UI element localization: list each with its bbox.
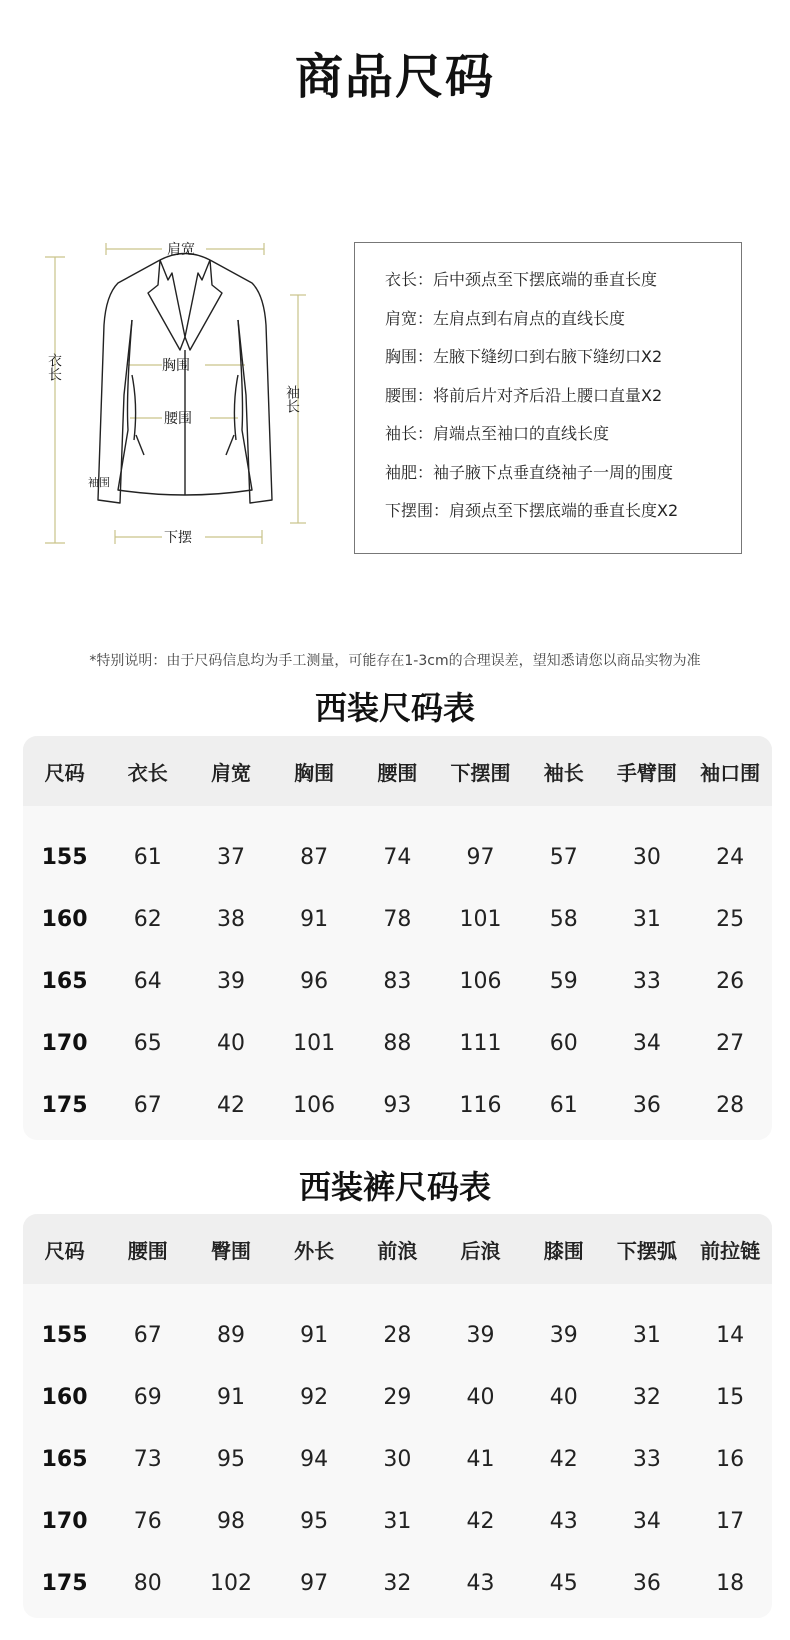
- desc-row: 腰围：将前后片对齐后沿上腰口直量X2: [385, 385, 663, 405]
- value-cell: 95: [300, 1508, 329, 1534]
- table-header-row: [23, 1214, 772, 1284]
- value-cell: 43: [466, 1570, 495, 1596]
- value-cell: 67: [133, 1322, 162, 1348]
- header-cell: 膝围: [543, 1238, 584, 1263]
- header-cell: 手臂围: [616, 760, 677, 785]
- value-cell: 40: [216, 1030, 245, 1056]
- jacket-diagram: [40, 225, 320, 570]
- label-hem: 下摆: [164, 530, 192, 546]
- value-cell: 36: [632, 1092, 661, 1118]
- value-cell: 98: [216, 1508, 245, 1534]
- value-cell: 95: [216, 1446, 245, 1472]
- value-cell: 69: [133, 1384, 162, 1410]
- value-cell: 57: [549, 844, 578, 870]
- table-row: [23, 1012, 772, 1074]
- desc-row: 肩宽：左肩点到右肩点的直线长度: [385, 308, 626, 328]
- size-cell: 160: [41, 906, 88, 932]
- value-cell: 28: [383, 1322, 412, 1348]
- measurement-note: *特别说明：由于尺码信息均为手工测量，可能存在1-3cm的合理误差，望知悉请您以商品实物为准: [89, 653, 701, 669]
- value-cell: 34: [632, 1508, 661, 1534]
- value-cell: 91: [300, 906, 329, 932]
- label-waist: 腰围: [164, 411, 192, 427]
- header-cell: 尺码: [44, 760, 85, 785]
- label-chest: 胸围: [162, 358, 190, 374]
- header-cell: 外长: [294, 1238, 335, 1263]
- table-row: [23, 950, 772, 1012]
- value-cell: 91: [216, 1384, 245, 1410]
- value-cell: 106: [293, 1092, 336, 1118]
- table-row: [23, 1304, 772, 1366]
- value-cell: 40: [549, 1384, 578, 1410]
- size-cell: 160: [41, 1384, 88, 1410]
- value-cell: 74: [383, 844, 412, 870]
- value-cell: 38: [216, 906, 245, 932]
- value-cell: 80: [133, 1570, 162, 1596]
- value-cell: 31: [632, 906, 661, 932]
- value-cell: 102: [209, 1570, 252, 1596]
- value-cell: 96: [300, 968, 329, 994]
- header-cell: 胸围: [294, 760, 335, 785]
- value-cell: 15: [716, 1384, 745, 1410]
- value-cell: 27: [716, 1030, 745, 1056]
- suit-table-body: [23, 806, 772, 1136]
- value-cell: 17: [716, 1508, 745, 1534]
- label-length: 衣长: [46, 353, 62, 381]
- desc-row: 下摆围：肩颈点至下摆底端的垂直长度X2: [385, 501, 679, 520]
- value-cell: 42: [549, 1446, 578, 1472]
- size-cell: 155: [41, 844, 88, 870]
- header-cell: 下摆围: [450, 760, 511, 785]
- value-cell: 33: [632, 968, 661, 994]
- jacket-illustration: [40, 225, 320, 570]
- header-cell: 臀围: [210, 1238, 251, 1263]
- value-cell: 14: [716, 1322, 745, 1348]
- table-row: [23, 826, 772, 888]
- table-row: [23, 1366, 772, 1428]
- value-cell: 83: [383, 968, 412, 994]
- value-cell: 97: [466, 844, 495, 870]
- value-cell: 24: [716, 844, 745, 870]
- value-cell: 28: [716, 1092, 745, 1118]
- value-cell: 32: [383, 1570, 412, 1596]
- value-cell: 42: [466, 1508, 495, 1534]
- size-cell: 170: [41, 1030, 88, 1056]
- value-cell: 31: [632, 1322, 661, 1348]
- value-cell: 36: [632, 1570, 661, 1596]
- header-cell: 衣长: [127, 760, 168, 785]
- page-title: 商品尺码: [294, 49, 495, 105]
- value-cell: 89: [216, 1322, 245, 1348]
- value-cell: 31: [383, 1508, 412, 1534]
- value-cell: 39: [549, 1322, 578, 1348]
- value-cell: 61: [549, 1092, 578, 1118]
- value-cell: 97: [300, 1570, 329, 1596]
- header-cell: 肩宽: [210, 760, 251, 785]
- value-cell: 94: [300, 1446, 329, 1472]
- label-cuff: 袖围: [88, 476, 110, 489]
- value-cell: 26: [716, 968, 745, 994]
- value-cell: 43: [549, 1508, 578, 1534]
- value-cell: 41: [466, 1446, 495, 1472]
- header-cell: 腰围: [377, 760, 418, 785]
- value-cell: 30: [632, 844, 661, 870]
- value-cell: 37: [216, 844, 245, 870]
- size-cell: 170: [41, 1508, 88, 1534]
- size-cell: 155: [41, 1322, 88, 1348]
- table-row: [23, 1552, 772, 1614]
- size-cell: 175: [41, 1570, 88, 1596]
- value-cell: 29: [383, 1384, 412, 1410]
- table-row: [23, 1490, 772, 1552]
- value-cell: 33: [632, 1446, 661, 1472]
- value-cell: 30: [383, 1446, 412, 1472]
- desc-row: 衣长：后中颈点至下摆底端的垂直长度: [385, 270, 658, 289]
- pants-table-title: 西装裤尺码表: [298, 1168, 491, 1206]
- value-cell: 59: [549, 968, 578, 994]
- header-cell: 腰围: [127, 1238, 168, 1263]
- measurement-description-box: [354, 242, 742, 554]
- value-cell: 32: [632, 1384, 661, 1410]
- table-header-row: [23, 736, 772, 806]
- value-cell: 101: [459, 906, 502, 932]
- value-cell: 58: [549, 906, 578, 932]
- value-cell: 73: [133, 1446, 162, 1472]
- value-cell: 78: [383, 906, 412, 932]
- value-cell: 88: [383, 1030, 412, 1056]
- suit-size-table: [23, 736, 772, 1140]
- desc-row: 袖肥：袖子腋下点垂直绕袖子一周的围度: [385, 462, 674, 482]
- value-cell: 18: [716, 1570, 745, 1596]
- header-cell: 前浪: [377, 1238, 418, 1263]
- value-cell: 64: [133, 968, 162, 994]
- value-cell: 40: [466, 1384, 495, 1410]
- suit-table-title: 西装尺码表: [314, 689, 475, 727]
- value-cell: 93: [383, 1092, 412, 1118]
- value-cell: 76: [133, 1508, 162, 1534]
- desc-row: 胸围：左腋下缝纫口到右腋下缝纫口X2: [385, 347, 663, 366]
- value-cell: 91: [300, 1322, 329, 1348]
- header-cell: 袖口围: [700, 760, 761, 785]
- header-cell: 后浪: [460, 1238, 501, 1263]
- pants-table-body: [23, 1284, 772, 1614]
- value-cell: 61: [133, 844, 162, 870]
- table-row: [23, 1074, 772, 1136]
- value-cell: 60: [549, 1030, 578, 1056]
- size-cell: 165: [41, 1446, 88, 1472]
- value-cell: 101: [293, 1030, 336, 1056]
- value-cell: 92: [300, 1384, 329, 1410]
- value-cell: 39: [466, 1322, 495, 1348]
- size-cell: 175: [41, 1092, 88, 1118]
- value-cell: 62: [133, 906, 162, 932]
- size-cell: 165: [41, 968, 88, 994]
- value-cell: 116: [459, 1092, 502, 1118]
- value-cell: 111: [459, 1030, 502, 1056]
- value-cell: 65: [133, 1030, 162, 1056]
- label-shoulder: 肩宽: [167, 242, 195, 258]
- header-cell: 尺码: [44, 1238, 85, 1263]
- value-cell: 25: [716, 906, 745, 932]
- value-cell: 16: [716, 1446, 745, 1472]
- pants-size-table: [23, 1214, 772, 1618]
- value-cell: 39: [216, 968, 245, 994]
- value-cell: 87: [300, 844, 329, 870]
- desc-row: 袖长：肩端点至袖口的直线长度: [385, 424, 610, 443]
- header-cell: 下摆弧: [616, 1238, 677, 1263]
- value-cell: 34: [632, 1030, 661, 1056]
- value-cell: 106: [459, 968, 502, 994]
- header-cell: 前拉链: [700, 1238, 761, 1263]
- table-row: [23, 888, 772, 950]
- value-cell: 45: [549, 1570, 578, 1596]
- value-cell: 67: [133, 1092, 162, 1118]
- table-row: [23, 1428, 772, 1490]
- label-sleeve: 袖长: [284, 385, 300, 413]
- value-cell: 42: [216, 1092, 245, 1118]
- header-cell: 袖长: [543, 760, 584, 785]
